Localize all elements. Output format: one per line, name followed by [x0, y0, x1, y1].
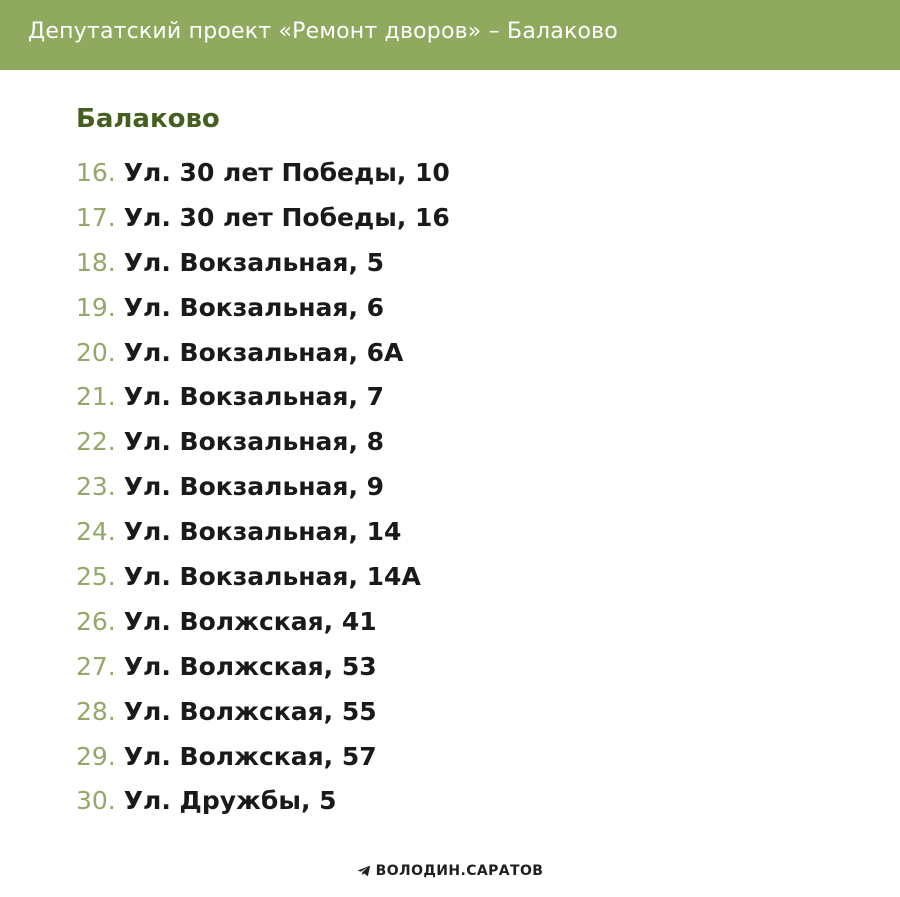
list-item: [76, 599, 450, 644]
page-title: Депутатский проект «Ремонт дворов» – Балаково: [28, 19, 618, 44]
item-number: 16.: [76, 157, 116, 187]
item-number: 29.: [76, 741, 116, 771]
list-item: [76, 374, 450, 419]
footer-signature[interactable]: [0, 863, 900, 879]
list-item: [76, 419, 450, 464]
item-number: 18.: [76, 247, 116, 277]
section-title: Балаково: [76, 104, 220, 134]
item-number: 20.: [76, 337, 116, 367]
item-number: 21.: [76, 382, 116, 412]
item-number: 26.: [76, 606, 116, 636]
list-item: [76, 285, 450, 330]
item-address: Ул. Вокзальная, 6: [123, 292, 385, 322]
list-item: [76, 778, 450, 823]
item-number: 28.: [76, 696, 116, 726]
item-number: 24.: [76, 517, 116, 547]
item-number: 19.: [76, 292, 116, 322]
item-number: 25.: [76, 561, 116, 591]
item-address: Ул. Волжская, 41: [123, 606, 377, 636]
list-item: [76, 509, 450, 554]
item-number: 17.: [76, 202, 116, 232]
list-item: [76, 734, 450, 779]
telegram-icon: [357, 865, 371, 877]
list-item: [76, 554, 450, 599]
item-address: Ул. Дружбы, 5: [123, 786, 337, 816]
item-number: 22.: [76, 427, 116, 457]
item-number: 30.: [76, 786, 116, 816]
item-address: Ул. Вокзальная, 5: [123, 247, 385, 277]
item-number: 27.: [76, 651, 116, 681]
list-item: [76, 330, 450, 375]
item-address: Ул. Волжская, 55: [123, 696, 377, 726]
item-address: Ул. Вокзальная, 14: [123, 517, 402, 547]
item-address: Ул. 30 лет Победы, 16: [123, 202, 450, 232]
item-address: Ул. Вокзальная, 9: [123, 472, 385, 502]
list-item: [76, 464, 450, 509]
header-bar: [0, 0, 900, 70]
list-item: [76, 644, 450, 689]
list-item: [76, 150, 450, 195]
item-address: Ул. Вокзальная, 14А: [123, 561, 421, 591]
item-address: Ул. Волжская, 57: [123, 741, 377, 771]
list-item: [76, 689, 450, 734]
item-number: 23.: [76, 472, 116, 502]
list-item: [76, 240, 450, 285]
item-address: Ул. 30 лет Победы, 10: [123, 157, 450, 187]
list-item: [76, 195, 450, 240]
footer-label: ВОЛОДИН.САРАТОВ: [375, 863, 544, 879]
address-list: [76, 150, 450, 823]
item-address: Ул. Вокзальная, 6А: [123, 337, 404, 367]
item-address: Ул. Вокзальная, 7: [123, 382, 385, 412]
item-address: Ул. Вокзальная, 8: [123, 427, 385, 457]
item-address: Ул. Волжская, 53: [123, 651, 377, 681]
